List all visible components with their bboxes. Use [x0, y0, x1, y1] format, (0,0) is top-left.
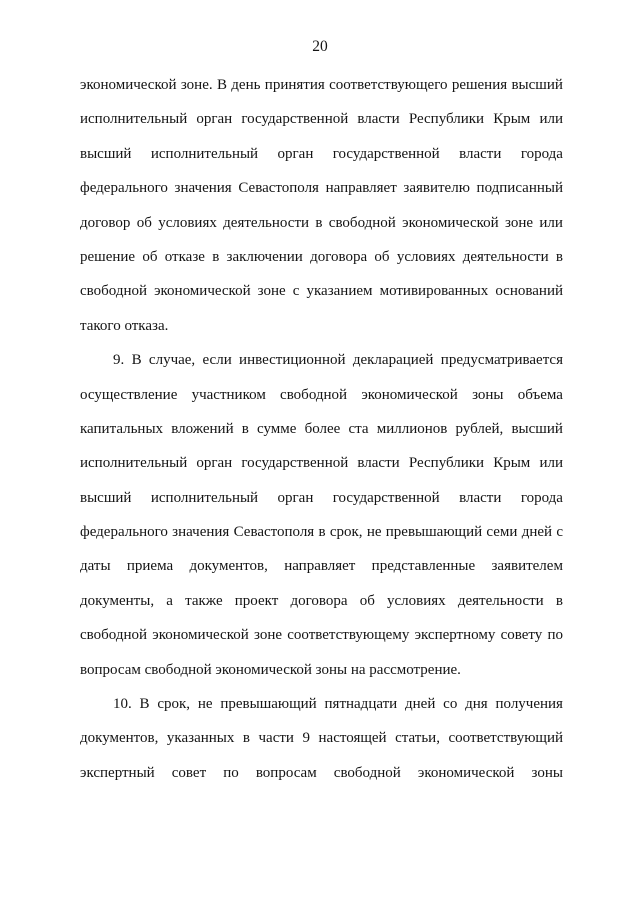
word: свободной	[280, 386, 348, 403]
word: города	[520, 489, 563, 506]
word: получения	[495, 696, 563, 713]
word: зоне	[253, 627, 283, 644]
word: договора	[310, 248, 368, 265]
paragraph-line	[80, 618, 563, 652]
word: не	[366, 524, 382, 541]
word: соответствующему	[287, 627, 410, 644]
word: превышающий	[220, 696, 317, 713]
word: государственной	[241, 111, 349, 128]
word: отказе	[164, 248, 205, 265]
word: подписанный	[476, 180, 563, 197]
word: экономической	[417, 764, 515, 781]
paragraph-9	[80, 343, 563, 687]
word: оснований	[495, 283, 563, 300]
paragraph-first-line	[80, 687, 563, 721]
word: превышающий	[385, 524, 483, 541]
word: зоны	[472, 386, 504, 403]
word: значения	[174, 180, 232, 197]
word: государственной	[241, 455, 349, 472]
word: в	[241, 420, 249, 437]
word: приема	[126, 558, 174, 575]
word: заключении	[226, 248, 303, 265]
paragraph-last-line: вопросам свободной экономической зоны на рассмотрение.	[80, 661, 461, 678]
paragraph-last-line: такого отказа.	[80, 317, 169, 334]
word: Республики	[408, 455, 485, 472]
paragraph-first-line	[80, 343, 563, 377]
word: документы,	[80, 592, 155, 609]
word: мотивированных	[379, 283, 489, 300]
word: экспертный	[80, 764, 155, 781]
word: с	[292, 283, 300, 300]
word: исполнительный	[80, 455, 188, 472]
word: зоны	[531, 764, 563, 781]
paragraph-line	[80, 206, 563, 240]
word: государственной	[332, 145, 440, 162]
word: если	[202, 352, 232, 369]
word: соответствующий	[448, 730, 563, 747]
word: рублей,	[455, 420, 504, 437]
word: вложений	[171, 420, 234, 437]
word: вопросам	[255, 764, 317, 781]
word: настоящей	[318, 730, 387, 747]
word: об	[374, 248, 390, 265]
word: власти	[459, 489, 502, 506]
word: указанных	[166, 730, 235, 747]
word: свободной	[80, 627, 148, 644]
word: деятельности	[223, 214, 310, 231]
word: В	[216, 77, 227, 93]
paragraph-line	[80, 171, 563, 205]
word: миллионов	[376, 420, 448, 437]
word: части	[258, 730, 294, 747]
word: экономической	[152, 627, 249, 644]
word: осуществление	[80, 386, 178, 403]
paragraph-10	[80, 687, 563, 790]
paragraph-line	[80, 549, 563, 583]
word: дня	[465, 696, 488, 713]
word: орган	[277, 489, 314, 506]
word: В	[131, 352, 142, 369]
word: деятельности	[462, 248, 549, 265]
word: день	[231, 77, 261, 93]
word: дней	[521, 524, 553, 541]
word: пятнадцати	[324, 696, 398, 713]
word: высший	[511, 420, 563, 437]
word: свободной	[333, 764, 401, 781]
word: экономической	[361, 386, 458, 403]
paragraph-line	[80, 446, 563, 480]
word: зоне	[505, 214, 534, 231]
word: семи	[486, 524, 518, 541]
word: государственной	[332, 489, 440, 506]
word: проект	[234, 592, 279, 609]
word: власти	[357, 111, 400, 128]
word: договора	[290, 592, 348, 609]
word: зоне.	[180, 77, 213, 93]
word: условиях	[387, 592, 446, 609]
word: объема	[517, 386, 563, 403]
page-number: 20	[312, 38, 328, 55]
word: исполнительный	[80, 111, 188, 128]
word: в	[315, 214, 323, 231]
word: документов,	[80, 730, 159, 747]
word: а	[166, 592, 173, 609]
word: Крым	[493, 111, 531, 128]
word: направляет	[325, 180, 397, 197]
word: срок,	[329, 524, 363, 541]
word: со	[443, 696, 458, 713]
word: Севастополя	[238, 180, 319, 197]
word: заявителю	[403, 180, 470, 197]
word: орган	[277, 145, 314, 162]
word: В	[139, 696, 150, 713]
word: значения	[172, 524, 230, 541]
word: города	[520, 145, 563, 162]
word: дней	[405, 696, 436, 713]
word: экономической	[80, 77, 177, 93]
word: условиях	[158, 214, 217, 231]
word: более	[304, 420, 341, 437]
word: совету	[500, 627, 543, 644]
word: Севастополя	[233, 524, 315, 541]
word: 9.	[113, 352, 125, 369]
word: не	[197, 696, 213, 713]
word: высший	[511, 77, 563, 93]
word: федерального	[80, 180, 168, 197]
word: даты	[80, 558, 111, 575]
word: федерального	[80, 524, 168, 541]
word: принятия	[264, 77, 325, 93]
word: или	[539, 455, 563, 472]
paragraph-continuation	[80, 68, 563, 343]
word: высший	[80, 489, 132, 506]
word: условиях	[396, 248, 456, 265]
paragraph-line	[80, 102, 563, 136]
word: срок,	[157, 696, 191, 713]
word: инвестиционной	[239, 352, 346, 369]
word: соответствующего	[329, 77, 448, 93]
word: статьи,	[395, 730, 440, 747]
word: представленные	[371, 558, 476, 575]
word: договор	[80, 214, 131, 231]
word: решение	[80, 248, 136, 265]
word: экономической	[402, 214, 499, 231]
word: заявителем	[491, 558, 563, 575]
word: исполнительный	[150, 489, 259, 506]
word: орган	[196, 455, 233, 472]
word: в	[555, 248, 563, 265]
document-body	[80, 68, 563, 790]
word: об	[136, 214, 152, 231]
word: Республики	[408, 111, 485, 128]
word: совет	[171, 764, 207, 781]
paragraph-line	[80, 584, 563, 618]
paragraph-line	[80, 481, 563, 515]
word: в	[212, 248, 220, 265]
word: направляет	[284, 558, 356, 575]
paragraph-line	[80, 68, 563, 102]
word: участником	[191, 386, 266, 403]
word: орган	[196, 111, 233, 128]
word: в	[555, 592, 563, 609]
word: 9	[302, 730, 310, 747]
paragraph-line	[80, 515, 563, 549]
word: капитальных	[80, 420, 164, 437]
paragraph-line	[80, 721, 563, 755]
paragraph-line	[80, 137, 563, 171]
word: исполнительный	[150, 145, 259, 162]
word: предусматривается	[440, 352, 563, 369]
word: ста	[348, 420, 369, 437]
word: с	[556, 524, 563, 541]
word: указанием	[306, 283, 373, 300]
paragraph-line	[80, 412, 563, 446]
paragraph-line	[80, 756, 563, 790]
word: случае,	[148, 352, 196, 369]
word: сумме	[257, 420, 297, 437]
word: или	[539, 214, 563, 231]
word: деятельности	[457, 592, 544, 609]
word: или	[539, 111, 563, 128]
word: власти	[357, 455, 400, 472]
word: высший	[80, 145, 132, 162]
word: в	[242, 730, 250, 747]
word: в	[318, 524, 326, 541]
word: решения	[451, 77, 508, 93]
paragraph-line	[80, 274, 563, 308]
word: об	[359, 592, 375, 609]
word: по	[547, 627, 563, 644]
word: декларацией	[352, 352, 434, 369]
word: зоне	[257, 283, 286, 300]
word: власти	[459, 145, 502, 162]
word: по	[223, 764, 239, 781]
word: документов,	[189, 558, 268, 575]
word: экспертному	[414, 627, 496, 644]
paragraph-line	[80, 240, 563, 274]
word: Крым	[493, 455, 531, 472]
word: 10.	[113, 696, 132, 713]
word: об	[142, 248, 158, 265]
word: свободной	[328, 214, 396, 231]
paragraph-line	[80, 378, 563, 412]
word: экономической	[154, 283, 251, 300]
word: также	[185, 592, 223, 609]
word: свободной	[80, 283, 148, 300]
